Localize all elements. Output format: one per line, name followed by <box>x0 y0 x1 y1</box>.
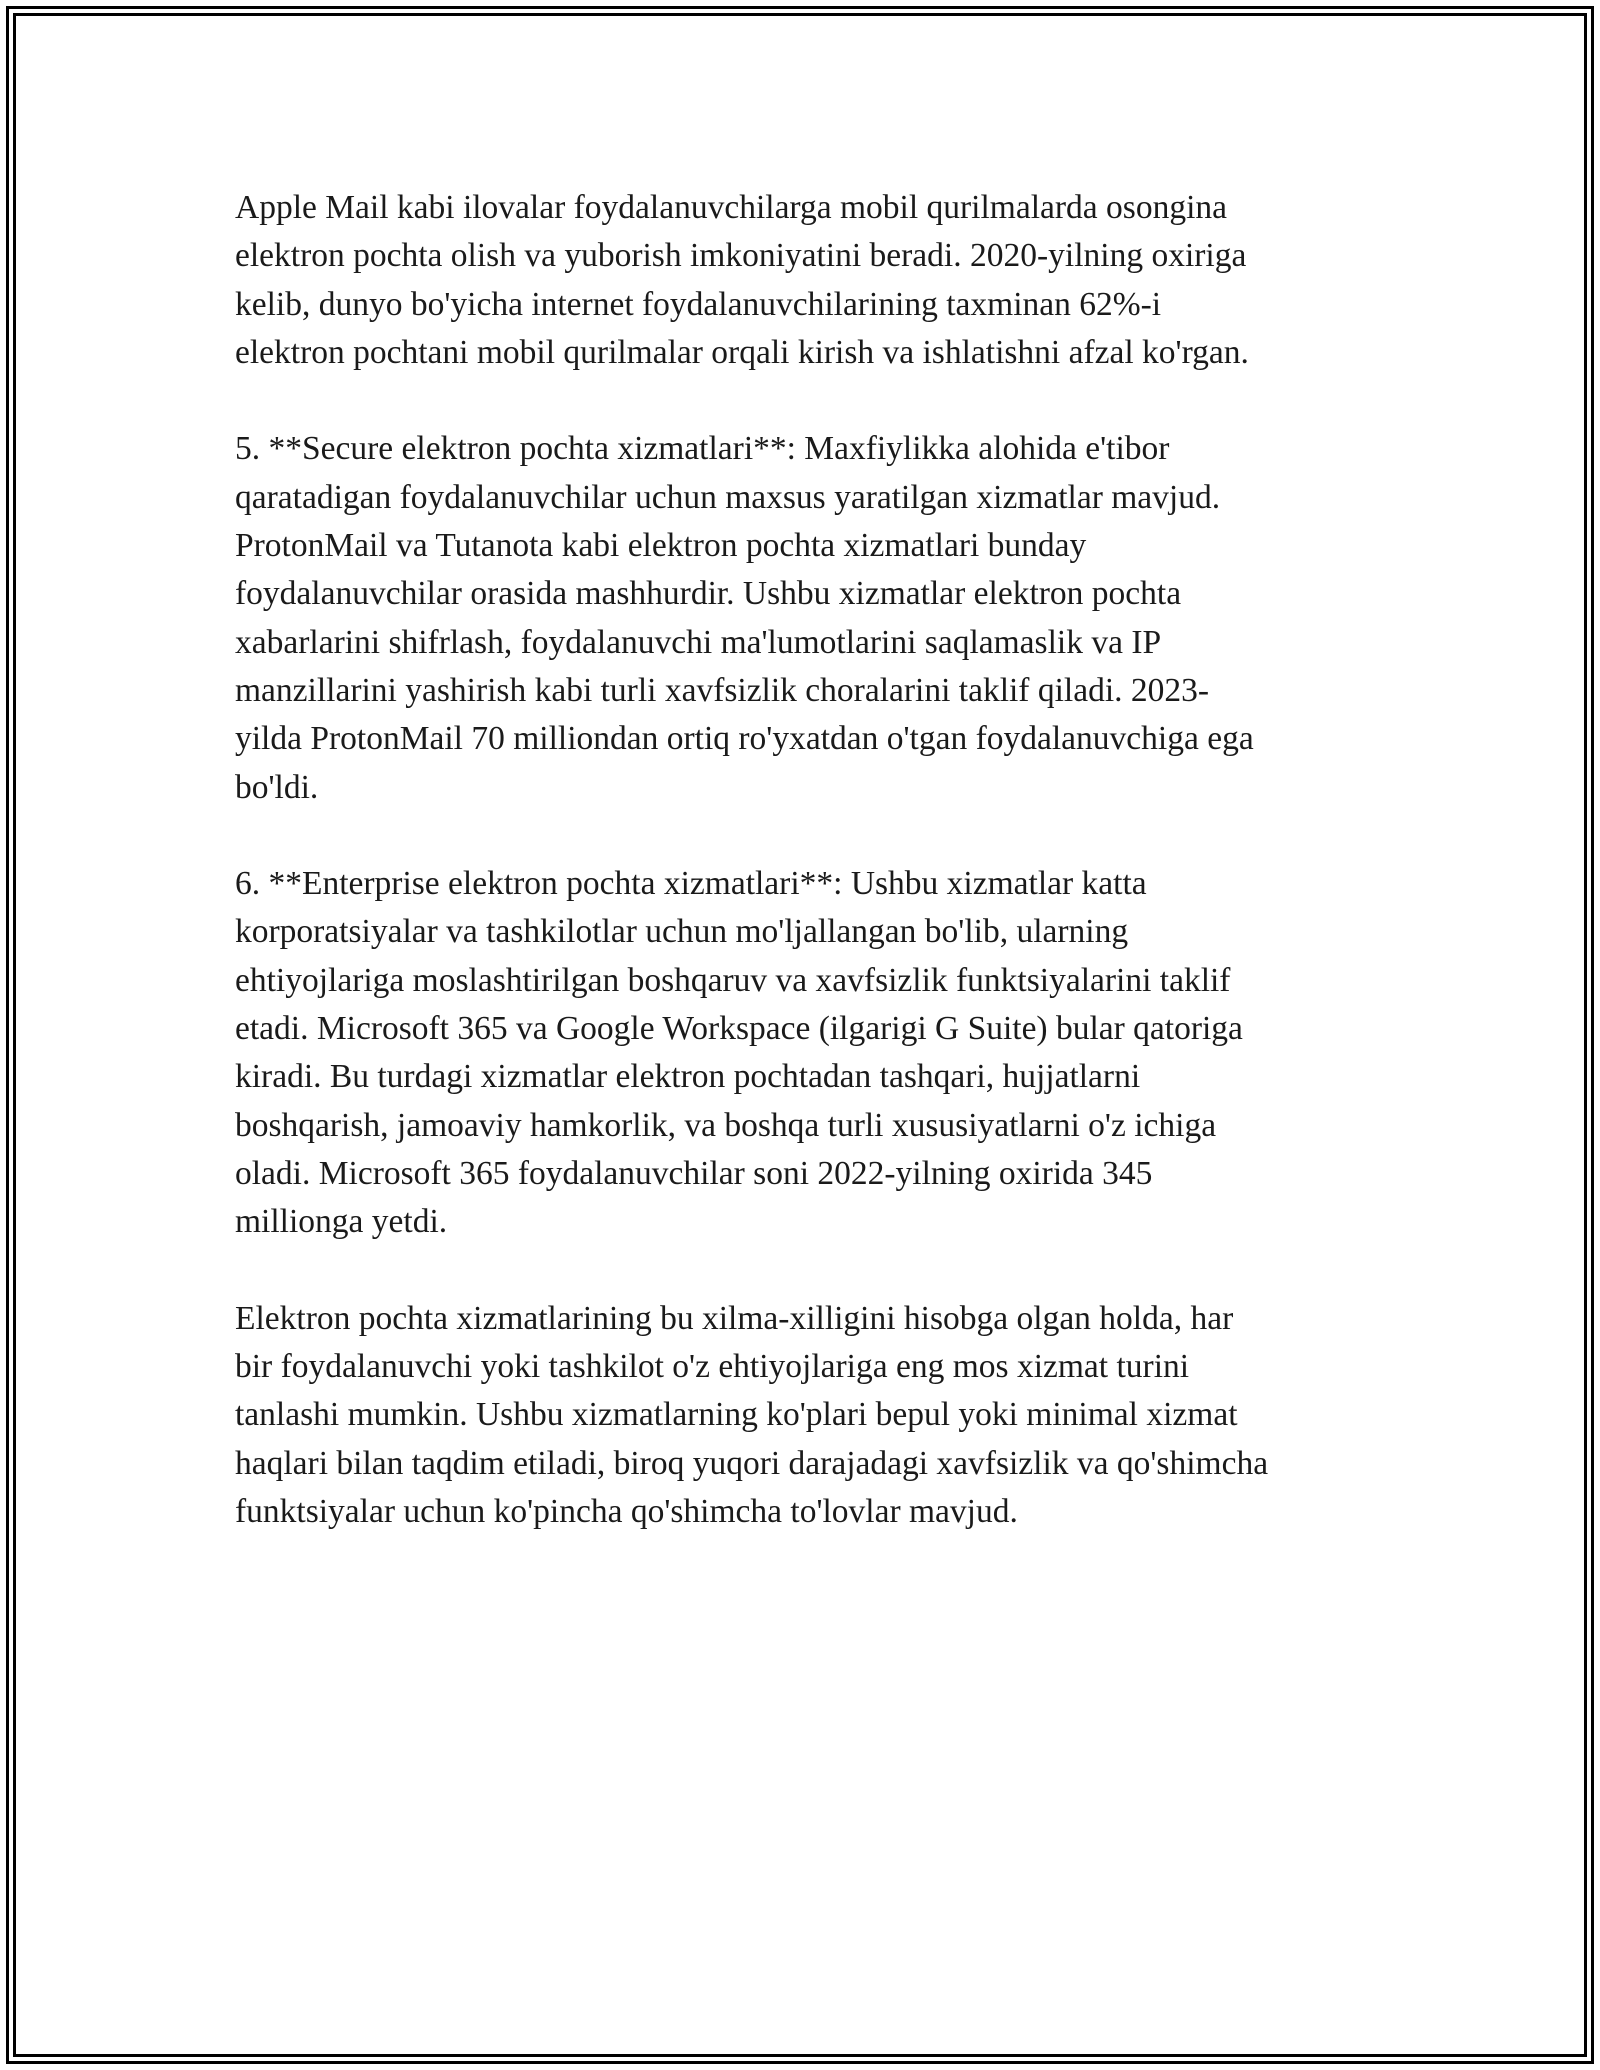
document-body <box>235 184 1375 1585</box>
paragraph-enterprise-email: 6. **Enterprise elektron pochta xizmatlari**: Ushbu xizmatlar katta korporatsiyalar va tashkilotlar uchun mo'ljallangan bo'lib, ularning ehtiyojlariga moslashtirilgan boshqaruv va xavfsizlik funktsiyalarini taklif etadi. Microsoft 365 va Google Workspace (ilgarigi G Suite) bular qatoriga kiradi. Bu turdagi xizmatlar elektron pochtadan tashqari, hujjatlarni boshqarish, jamoaviy hamkorlik, va boshqa turli xususiyatlarni o'z ichiga oladi. Microsoft 365 foydalanuvchilar soni 2022-yilning oxirida 345 millionga yetdi. <box>235 865 1243 1241</box>
paragraph-mobile-apps: Apple Mail kabi ilovalar foydalanuvchilarga mobil qurilmalarda osongina elektron pochta olish va yuborish imkoniyatini beradi. 2020-yilning oxiriga kelib, dunyo bo'yicha internet foydalanuvchilarining taxminan 62%-i elektron pochtani mobil qurilmalar orqali kirish va ishlatishni afzal ko'rgan. <box>235 189 1249 371</box>
paragraph-conclusion: Elektron pochta xizmatlarining bu xilma-xilligini hisobga olgan holda, har bir foydalanuvchi yoki tashkilot o'z ehtiyojlariga eng mos xizmat turini tanlashi mumkin. Ushbu xizmatlarning ko'plari bepul yoki minimal xizmat haqlari bilan taqdim etiladi, biroq yuqori darajadagi xavfsizlik va qo'shimcha funktsiyalar uchun ko'pincha qo'shimcha to'lovlar mavjud. <box>235 1299 1269 1531</box>
paragraph-secure-email: 5. **Secure elektron pochta xizmatlari**: Maxfiylikka alohida e'tibor qaratadigan foydalanuvchilar uchun maxsus yaratilgan xizmatlar mavjud. ProtonMail va Tutanota kabi elektron pochta xizmatlari bunday foydalanuvchilar orasida mashhurdir. Ushbu xizmatlar elektron pochta xabarlarini shifrlash, foydalanuvchi ma'lumotlarini saqlamaslik va IP manzillarini yashirish kabi turli xavfsizlik choralarini taklif qiladi. 2023- yilda ProtonMail 70 milliondan ortiq ro'yxatdan o'tgan foydalanuvchiga ega bo'ldi. <box>235 430 1254 806</box>
